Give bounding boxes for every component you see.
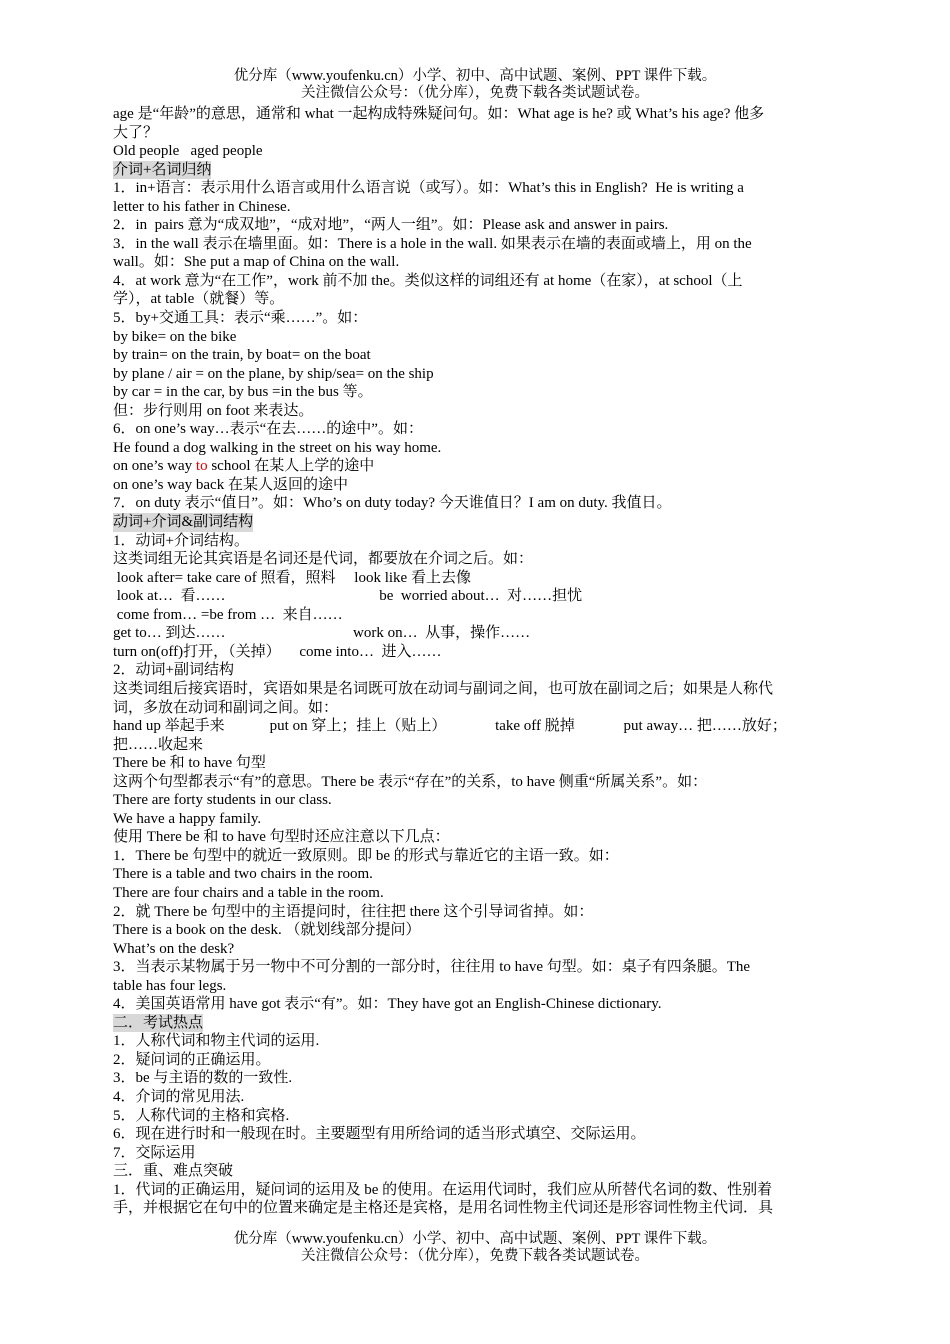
page-footer [0,1231,950,1265]
text-line: There are four chairs and a table in the room. [113,884,384,901]
header-line-2: 关注微信公众号：（优分库），免费下载各类试题试卷。 [301,85,649,101]
text-line: 5．by+交通工具：表示“乘……”。如： [113,310,368,327]
text-line: 1．in+语言：表示用什么语言或用什么语言说（或写）。如：What’s this in English? He is writing a [113,180,744,197]
text-line: 学），at table（就餐）等。 [113,291,285,308]
text-line: age 是“年龄”的意思，通常和 what 一起构成特殊疑问句。如：What age is he? 或 What’s his age? 他多 [113,106,765,122]
text-line: 这类词组无论其宾语是名词还是代词，都要放在介词之后。如： [113,551,534,568]
text-line: 大了？ [113,124,159,141]
text-line: 2．疑问词的正确运用。 [113,1051,271,1068]
text-line: wall。如：She put a map of China on the wall. [113,254,400,271]
text-line: 2．就 There be 句型中的主语提问时，往往把 there 这个引导词省掉。如： [113,903,594,920]
text-line: 3．当表示某物属于另一物中不可分割的一部分时，往往用 to have 句型。如：桌子有四条腿。The [113,959,751,976]
text-line: 1．人称代词和物主代词的运用. [113,1033,320,1050]
text-line: There be 和 to have 句型 [113,755,266,772]
text-line: 三．重、难点突破 [113,1163,234,1180]
text-line: There are forty students in our class. [113,792,332,809]
text-line: What’s on the desk? [113,940,235,957]
text-line: look after= take care of 照看，照料 look like 看上去像 [113,569,471,586]
text-line: letter to his father in Chinese. [113,198,291,215]
text-line: 使用 There be 和 to have 句型时还应注意以下几点： [113,829,450,846]
text-line: hand up 举起手来 put on 穿上；挂上（贴上） take off 脱掉 put away… 把……放好； [113,718,787,735]
text-line [113,457,859,476]
text-line: There is a table and two chairs in the room. [113,866,373,883]
page-header [0,68,950,102]
text-line: 2．动词+副词结构 [113,662,234,679]
text-line: get to… 到达…… work on… 从事，操作…… [113,625,531,642]
text-line: 但：步行则用 on foot 来表达。 [113,402,314,419]
text-line: on one’s way back 在某人返回的途中 [113,476,348,493]
text-line: 3．in the wall 表示在墙里面。如：There is a hole in the wall. 如果表示在墙的表面或墙上，用 on the [113,235,752,252]
section-heading-exam-hotspots: 二．考试热点 [113,1014,204,1031]
text-line: 词，多放在动词和副词之间。如： [113,699,339,716]
text-line: by bike= on the bike [113,328,237,345]
text-line: 6．现在进行时和一般现在时。主要题型有用所给词的适当形式填空、交际运用。 [113,1126,646,1143]
text-line: Old people aged people [113,143,263,160]
text-line: 手，并根据它在句中的位置来确定是主格还是宾格，是用名词性物主代词还是形容词性物主代词．具 [113,1200,774,1217]
text-line: by car = in the car, by bus =in the bus 等。 [113,384,373,401]
footer-line-1: 优分库（www.youfenku.cn）小学、初中、高中试题、案例、PPT 课件下载。 [233,1231,717,1247]
text-line: 6．on one’s way…表示“在去……的途中”。如： [113,421,423,438]
text-line: 4．at work 意为“在工作”，work 前不加 the。类似这样的词组还有 at home（在家），at school（上 [113,272,743,289]
text-line: 5．人称代词的主格和宾格. [113,1107,290,1124]
text-line: 把……收起来 [113,736,204,753]
highlighted-word: to [195,458,208,475]
text-line: turn on(off)打开，（关掉） come into… 进入…… [113,643,442,660]
text-line: 1．There be 句型中的就近一致原则。即 be 的形式与靠近它的主语一致。如： [113,847,619,864]
text-line: 3．be 与主语的数的一致性. [113,1070,293,1087]
text-line: 7．on duty 表示“值日”。如：Who’s on duty today? 今天谁值日？I am on duty. 我值日。 [113,495,672,512]
section-heading-prepositions: 介词+名词归纳 [113,161,212,178]
text-line: 2．in pairs 意为“成双地”，“成对地”，“两人一组”。如：Please ask and answer in pairs. [113,217,669,234]
text-line: by train= on the train, by boat= on the boat [113,347,371,364]
text-line: 7．交际运用 [113,1144,196,1161]
text-fragment: on one’s way [113,458,196,475]
text-fragment: school 在某人上学的途中 [207,458,375,475]
text-line: 1．代词的正确运用，疑问词的运用及 be 的使用。在运用代词时，我们应从所替代名词的数、性别着 [113,1181,773,1198]
text-line: 这两个句型都表示“有”的意思。There be 表示“存在”的关系，to have 侧重“所属关系”。如： [113,773,708,790]
text-line: We have a happy family. [113,810,262,827]
document-body [113,105,859,1218]
text-line: by plane / air = on the plane, by ship/sea= on the ship [113,365,434,382]
text-line: 4．美国英语常用 have got 表示“有”。如：They have got an English-Chinese dictionary. [113,996,662,1013]
text-line: 这类词组后接宾语时，宾语如果是名词既可放在动词与副词之间，也可放在副词之后；如果是人称代 [113,680,774,697]
text-line: look at… 看…… be worried about… 对……担忧 [113,588,583,605]
text-line: 1．动词+介词结构。 [113,532,249,549]
text-line: There is a book on the desk. （就划线部分提问） [113,922,421,939]
text-line: table has four legs. [113,977,227,994]
text-line: 4．介词的常见用法. [113,1088,245,1105]
footer-line-2: 关注微信公众号：（优分库），免费下载各类试题试卷。 [301,1248,649,1264]
text-line: He found a dog walking in the street on his way home. [113,439,442,456]
header-line-1: 优分库（www.youfenku.cn）小学、初中、高中试题、案例、PPT 课件下载。 [233,68,717,84]
section-heading-verb-phrases: 动词+介词&副词结构 [113,514,254,531]
text-line: come from… =be from … 来自…… [113,606,343,623]
